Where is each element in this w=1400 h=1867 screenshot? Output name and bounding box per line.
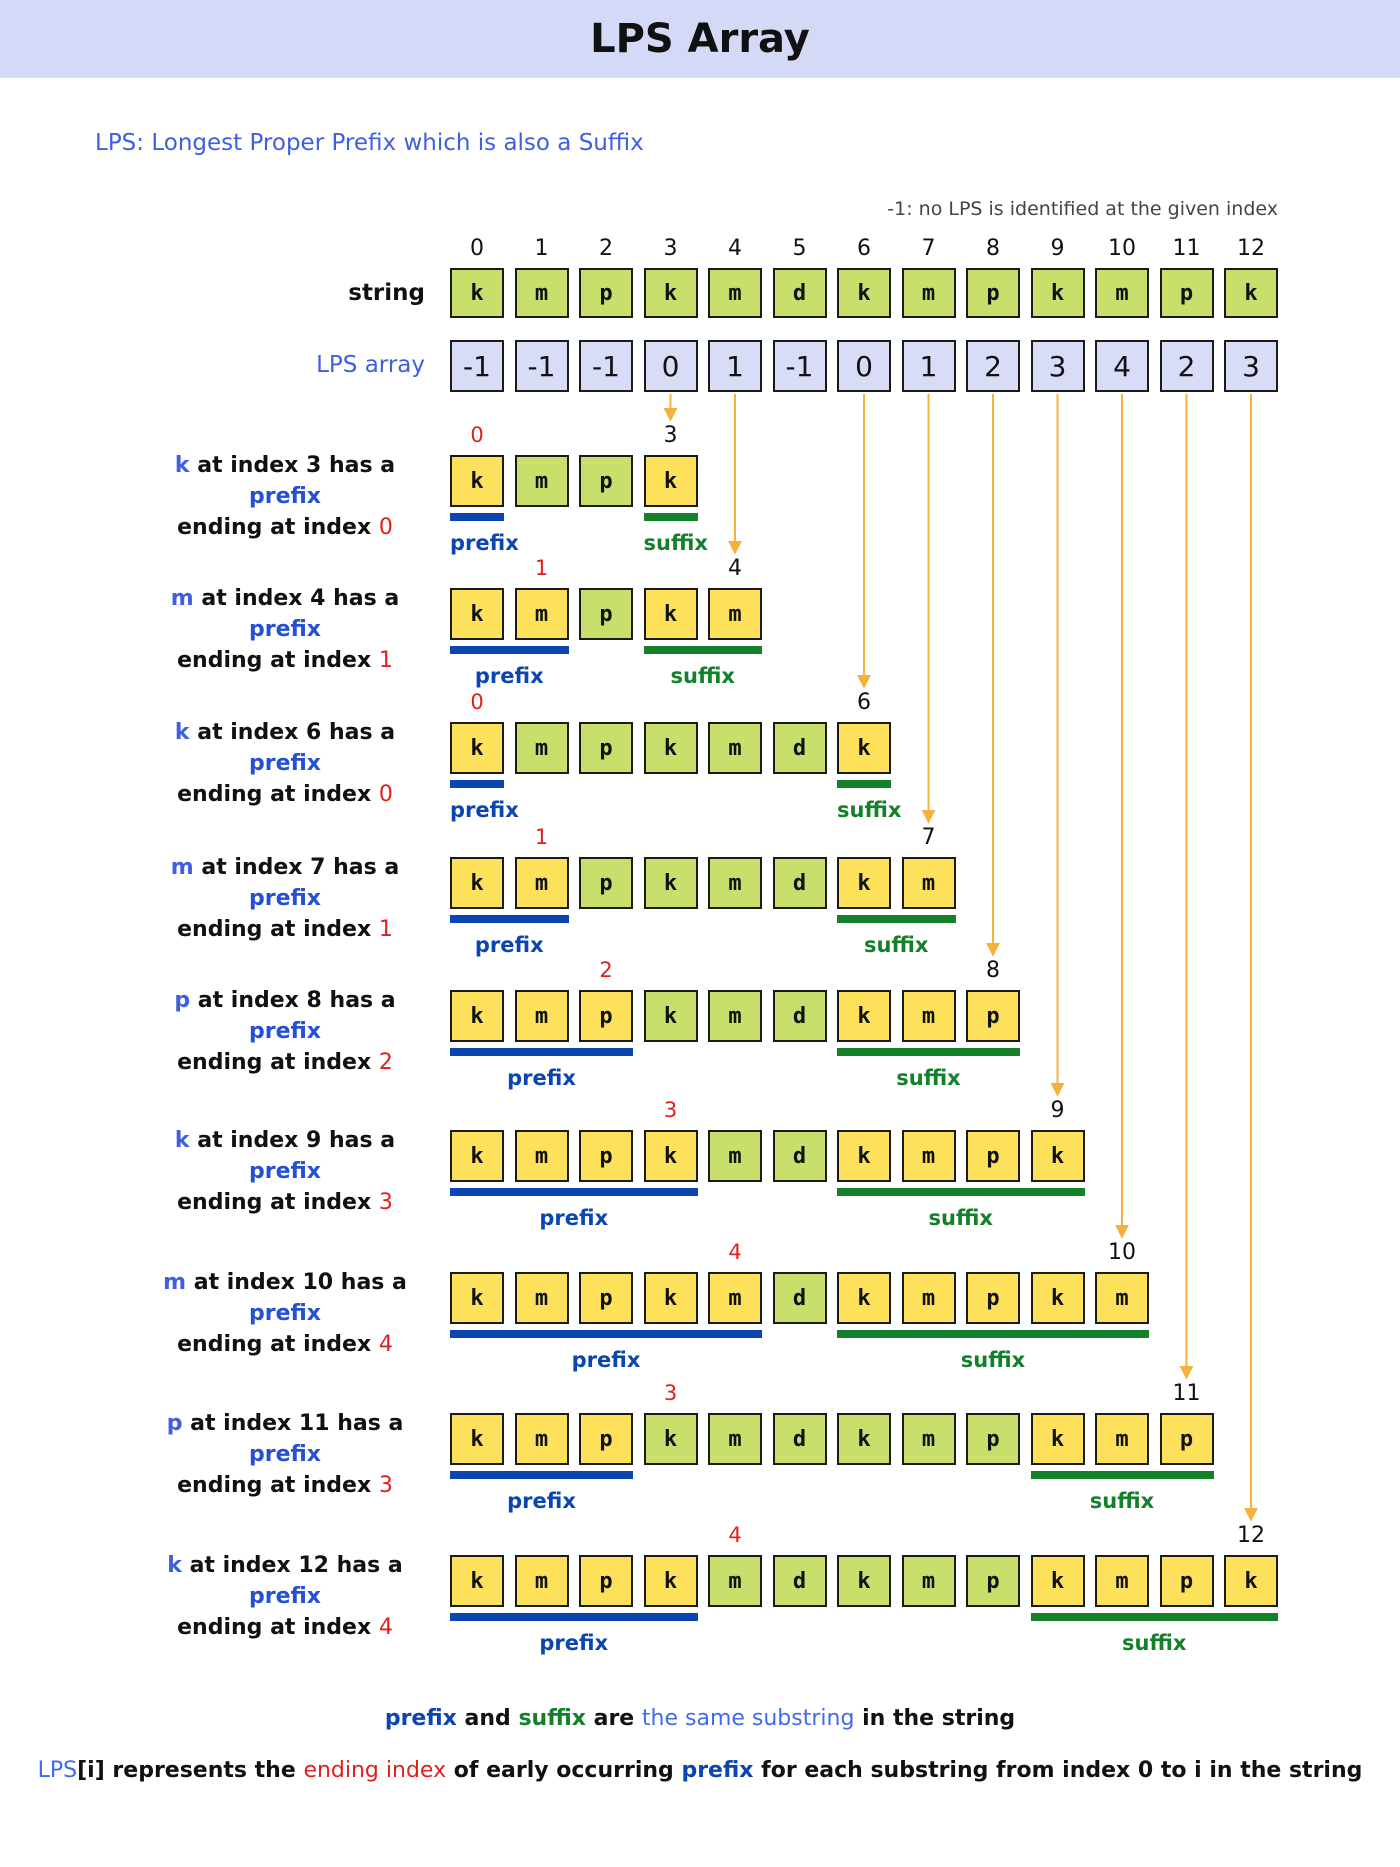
column-index-label: 8 xyxy=(986,236,1000,261)
step-cell: m xyxy=(515,455,569,507)
suffix-label: suffix xyxy=(896,1066,961,1090)
step-cell: k xyxy=(450,455,504,507)
step-cell: k xyxy=(450,1130,504,1182)
footer1-are: are xyxy=(593,1706,635,1731)
column-index-label: 10 xyxy=(1108,236,1136,261)
caption-at-index: at index xyxy=(201,855,303,880)
step-cell: k xyxy=(450,1555,504,1607)
footer-note-2 xyxy=(0,1758,1400,1783)
caption-has-a: has a xyxy=(328,720,396,745)
footer2-lps: LPS xyxy=(37,1758,78,1783)
caption-at-index: at index xyxy=(190,1411,292,1436)
column-index-label: 2 xyxy=(599,236,613,261)
definition-text: LPS: Longest Proper Prefix which is also a Suffix xyxy=(95,130,644,156)
step-cell: k xyxy=(644,857,698,909)
step-cell: k xyxy=(450,722,504,774)
step-cell: d xyxy=(773,857,827,909)
caption-prefix-word: prefix xyxy=(248,1019,321,1044)
caption-index-value: 10 xyxy=(302,1270,334,1295)
caption-end-value: 3 xyxy=(378,1190,393,1215)
current-index-label: 9 xyxy=(1050,1098,1065,1123)
step-cell: p xyxy=(966,1272,1020,1324)
step-cell: k xyxy=(644,1555,698,1607)
caption-index-value: 11 xyxy=(298,1411,330,1436)
prefix-end-index: 1 xyxy=(534,825,549,849)
step-cell: m xyxy=(902,1130,956,1182)
lps-cell: 2 xyxy=(1160,340,1214,392)
caption-ending-at-index: ending at index xyxy=(177,1473,372,1498)
caption-has-a: has a xyxy=(328,453,396,478)
step-cell: k xyxy=(1031,1272,1085,1324)
step-cell: m xyxy=(515,1130,569,1182)
caption-char: m xyxy=(163,1270,187,1295)
current-index-label: 6 xyxy=(857,690,871,715)
step-cell: p xyxy=(579,1272,633,1324)
step-cell: k xyxy=(644,455,698,507)
caption-end-value: 0 xyxy=(378,515,393,540)
string-cell: p xyxy=(966,268,1020,318)
step-cell: d xyxy=(773,1272,827,1324)
lps-cell: -1 xyxy=(773,340,827,392)
lps-cell: -1 xyxy=(579,340,633,392)
caption-char: p xyxy=(166,1411,183,1436)
current-index-label: 7 xyxy=(921,825,936,850)
step-cell: d xyxy=(773,1555,827,1607)
suffix-label: suffix xyxy=(864,933,929,957)
caption-char: k xyxy=(174,453,190,478)
caption-has-a: has a xyxy=(333,586,400,611)
step-cell: k xyxy=(837,1130,891,1182)
caption-end-value: 2 xyxy=(378,1050,393,1075)
prefix-label: prefix xyxy=(571,1348,641,1372)
caption-end-value: 1 xyxy=(378,917,393,942)
caption-ending-at-index: ending at index xyxy=(177,515,372,540)
column-index-label: 7 xyxy=(921,236,936,261)
string-cell: m xyxy=(708,268,762,318)
step-cell: p xyxy=(1160,1413,1214,1465)
step-cell: k xyxy=(1031,1555,1085,1607)
prefix-label: prefix xyxy=(450,531,519,555)
caption-char: k xyxy=(174,1128,190,1153)
suffix-label: suffix xyxy=(670,664,735,688)
current-index-label: 11 xyxy=(1172,1381,1201,1406)
step-cell: m xyxy=(515,1555,569,1607)
caption-at-index: at index xyxy=(197,1128,299,1153)
caption-at-index: at index xyxy=(197,988,299,1013)
footer1-prefix: prefix xyxy=(384,1706,457,1731)
step-cell: k xyxy=(837,1272,891,1324)
caption-ending-at-index: ending at index xyxy=(177,1615,372,1640)
step-cell: m xyxy=(902,1555,956,1607)
caption-char: p xyxy=(174,988,191,1013)
caption-has-a: has a xyxy=(336,1553,403,1578)
step-cell: p xyxy=(579,990,633,1042)
caption-ending-at-index: ending at index xyxy=(177,1190,372,1215)
caption-at-index: at index xyxy=(197,720,299,745)
step-cell: m xyxy=(515,1413,569,1465)
step-cell: m xyxy=(708,588,762,640)
prefix-end-index: 3 xyxy=(663,1098,678,1122)
column-index-label: 6 xyxy=(857,236,871,261)
step-cell: m xyxy=(515,857,569,909)
step-cell: p xyxy=(579,455,633,507)
lps-row-label: LPS array xyxy=(316,352,425,378)
string-cell: d xyxy=(773,268,827,318)
page-title: LPS Array xyxy=(590,16,810,62)
prefix-end-index: 0 xyxy=(470,690,484,714)
prefix-label: prefix xyxy=(507,1066,576,1090)
caption-ending-at-index: ending at index xyxy=(177,1050,372,1075)
caption-prefix-word: prefix xyxy=(248,484,321,509)
lps-cell: 1 xyxy=(902,340,956,392)
step-cell: p xyxy=(579,1130,633,1182)
step-cell: m xyxy=(708,1413,762,1465)
caption-index-value: 6 xyxy=(305,720,322,745)
lps-cell: 0 xyxy=(644,340,698,392)
caption-has-a: has a xyxy=(340,1270,407,1295)
caption-has-a: has a xyxy=(329,988,396,1013)
step-cell: k xyxy=(644,1130,698,1182)
caption-ending-at-index: ending at index xyxy=(177,782,372,807)
step-cell: m xyxy=(515,990,569,1042)
current-index-label: 3 xyxy=(663,423,678,448)
lps-cell: 2 xyxy=(966,340,1020,392)
step-cell: m xyxy=(515,722,569,774)
caption-end-value: 0 xyxy=(378,782,393,807)
caption-has-a: has a xyxy=(337,1411,404,1436)
step-cell: m xyxy=(708,857,762,909)
caption-prefix-word: prefix xyxy=(248,886,321,911)
step-cell: k xyxy=(1031,1130,1085,1182)
string-cell: m xyxy=(902,268,956,318)
caption-char: m xyxy=(170,855,194,880)
prefix-label: prefix xyxy=(474,933,544,957)
current-index-label: 12 xyxy=(1237,1523,1265,1548)
step-cell: m xyxy=(902,857,956,909)
footer1-same: the same substring xyxy=(641,1706,855,1731)
caption-char: k xyxy=(167,1553,182,1578)
caption-ending-at-index: ending at index xyxy=(177,917,372,942)
string-cell: m xyxy=(515,268,569,318)
suffix-label: suffix xyxy=(837,798,902,822)
column-index-label: 9 xyxy=(1050,236,1065,261)
footer2-of: of early occurring xyxy=(453,1758,674,1783)
step-cell: k xyxy=(837,857,891,909)
step-cell: k xyxy=(837,1413,891,1465)
step-cell: m xyxy=(1095,1272,1149,1324)
string-cell: p xyxy=(579,268,633,318)
step-cell: d xyxy=(773,1130,827,1182)
string-cell: p xyxy=(1160,268,1214,318)
footer1-suffix: suffix xyxy=(518,1706,586,1731)
string-cell: k xyxy=(644,268,698,318)
caption-end-value: 4 xyxy=(378,1332,393,1357)
footer2-prefix: prefix xyxy=(681,1758,754,1783)
step-cell: m xyxy=(708,990,762,1042)
suffix-label: suffix xyxy=(643,531,708,555)
step-cell: k xyxy=(837,990,891,1042)
step-cell: m xyxy=(902,1413,956,1465)
step-cell: m xyxy=(1095,1413,1149,1465)
step-cell: k xyxy=(644,990,698,1042)
step-cell: k xyxy=(1224,1555,1278,1607)
step-cell: p xyxy=(966,1130,1020,1182)
caption-prefix-word: prefix xyxy=(248,1584,321,1609)
step-cell: k xyxy=(644,588,698,640)
step-cell: k xyxy=(644,1413,698,1465)
step-cell: d xyxy=(773,1413,827,1465)
caption-end-value: 1 xyxy=(378,648,393,673)
footer2-rest: for each substring from index 0 to i in the string xyxy=(761,1758,1363,1783)
footer-note-1 xyxy=(0,1706,1400,1731)
step-cell: k xyxy=(837,722,891,774)
step-cell: m xyxy=(902,1272,956,1324)
string-cell: k xyxy=(1224,268,1278,318)
step-cell: k xyxy=(837,1555,891,1607)
suffix-label: suffix xyxy=(928,1206,993,1230)
step-cell: k xyxy=(450,1413,504,1465)
step-cell: m xyxy=(708,1272,762,1324)
step-cell: k xyxy=(450,1272,504,1324)
step-cell: k xyxy=(644,722,698,774)
suffix-label: suffix xyxy=(1089,1489,1155,1513)
legend-note: -1: no LPS is identified at the given index xyxy=(887,198,1278,220)
step-cell: d xyxy=(773,990,827,1042)
step-cell: p xyxy=(1160,1555,1214,1607)
prefix-end-index: 4 xyxy=(728,1523,742,1547)
step-cell: p xyxy=(579,1555,633,1607)
caption-prefix-word: prefix xyxy=(248,751,321,776)
step-cell: m xyxy=(708,1130,762,1182)
column-index-label: 5 xyxy=(792,236,807,261)
lps-cell: -1 xyxy=(450,340,504,392)
current-index-label: 8 xyxy=(986,958,1000,983)
step-cell: d xyxy=(773,722,827,774)
step-cell: p xyxy=(966,1413,1020,1465)
lps-cell: 3 xyxy=(1031,340,1085,392)
string-row-label: string xyxy=(348,280,425,306)
string-cell: k xyxy=(1031,268,1085,318)
caption-index-value: 8 xyxy=(306,988,322,1013)
caption-prefix-word: prefix xyxy=(248,1442,321,1467)
step-cell: p xyxy=(579,722,633,774)
step-cell: p xyxy=(966,1555,1020,1607)
caption-at-index: at index xyxy=(201,586,303,611)
step-cell: k xyxy=(450,588,504,640)
prefix-end-index: 1 xyxy=(534,556,549,580)
suffix-label: suffix xyxy=(960,1348,1026,1372)
suffix-label: suffix xyxy=(1122,1631,1187,1655)
column-index-label: 11 xyxy=(1172,236,1201,261)
prefix-label: prefix xyxy=(474,664,544,688)
caption-index-value: 9 xyxy=(305,1128,322,1153)
column-index-label: 0 xyxy=(470,236,484,261)
column-index-label: 12 xyxy=(1237,236,1265,261)
lps-cell: 4 xyxy=(1095,340,1149,392)
prefix-end-index: 0 xyxy=(470,423,484,447)
current-index-label: 4 xyxy=(728,556,742,581)
caption-prefix-word: prefix xyxy=(248,1159,321,1184)
footer2-i: [i] represents the xyxy=(77,1758,296,1783)
lps-cell: 3 xyxy=(1224,340,1278,392)
footer1-and: and xyxy=(464,1706,511,1731)
caption-char: m xyxy=(170,586,194,611)
string-cell: k xyxy=(837,268,891,318)
caption-ending-at-index: ending at index xyxy=(177,1332,372,1357)
caption-has-a: has a xyxy=(328,1128,396,1153)
string-cell: m xyxy=(1095,268,1149,318)
caption-end-value: 3 xyxy=(378,1473,393,1498)
prefix-end-index: 3 xyxy=(663,1381,678,1405)
step-cell: k xyxy=(1031,1413,1085,1465)
string-cell: k xyxy=(450,268,504,318)
column-index-label: 1 xyxy=(534,236,549,261)
caption-ending-at-index: ending at index xyxy=(177,648,372,673)
caption-index-value: 4 xyxy=(310,586,326,611)
step-cell: p xyxy=(579,1413,633,1465)
prefix-label: prefix xyxy=(507,1489,576,1513)
step-cell: k xyxy=(450,857,504,909)
caption-at-index: at index xyxy=(193,1270,295,1295)
step-cell: m xyxy=(902,990,956,1042)
step-cell: m xyxy=(708,1555,762,1607)
caption-index-value: 7 xyxy=(310,855,326,880)
lps-cell: -1 xyxy=(515,340,569,392)
step-cell: m xyxy=(1095,1555,1149,1607)
caption-prefix-word: prefix xyxy=(248,1301,321,1326)
step-cell: k xyxy=(644,1272,698,1324)
column-index-label: 4 xyxy=(728,236,742,261)
footer1-rest: in the string xyxy=(862,1706,1016,1731)
lps-cell: 0 xyxy=(837,340,891,392)
caption-index-value: 12 xyxy=(298,1553,329,1578)
caption-end-value: 4 xyxy=(378,1615,393,1640)
footer2-ending: ending index xyxy=(303,1758,447,1783)
prefix-end-index: 2 xyxy=(599,958,613,982)
step-cell: m xyxy=(515,1272,569,1324)
prefix-label: prefix xyxy=(539,1631,609,1655)
column-index-label: 3 xyxy=(663,236,678,261)
step-cell: p xyxy=(579,857,633,909)
step-cell: p xyxy=(966,990,1020,1042)
prefix-label: prefix xyxy=(450,798,519,822)
caption-at-index: at index xyxy=(189,1553,291,1578)
caption-at-index: at index xyxy=(197,453,299,478)
step-cell: p xyxy=(579,588,633,640)
prefix-end-index: 4 xyxy=(728,1240,742,1264)
current-index-label: 10 xyxy=(1108,1240,1136,1265)
step-cell: m xyxy=(708,722,762,774)
caption-char: k xyxy=(174,720,190,745)
step-cell: m xyxy=(515,588,569,640)
caption-has-a: has a xyxy=(333,855,400,880)
step-cell: k xyxy=(450,990,504,1042)
caption-index-value: 3 xyxy=(305,453,322,478)
lps-cell: 1 xyxy=(708,340,762,392)
prefix-label: prefix xyxy=(539,1206,609,1230)
caption-prefix-word: prefix xyxy=(248,617,321,642)
